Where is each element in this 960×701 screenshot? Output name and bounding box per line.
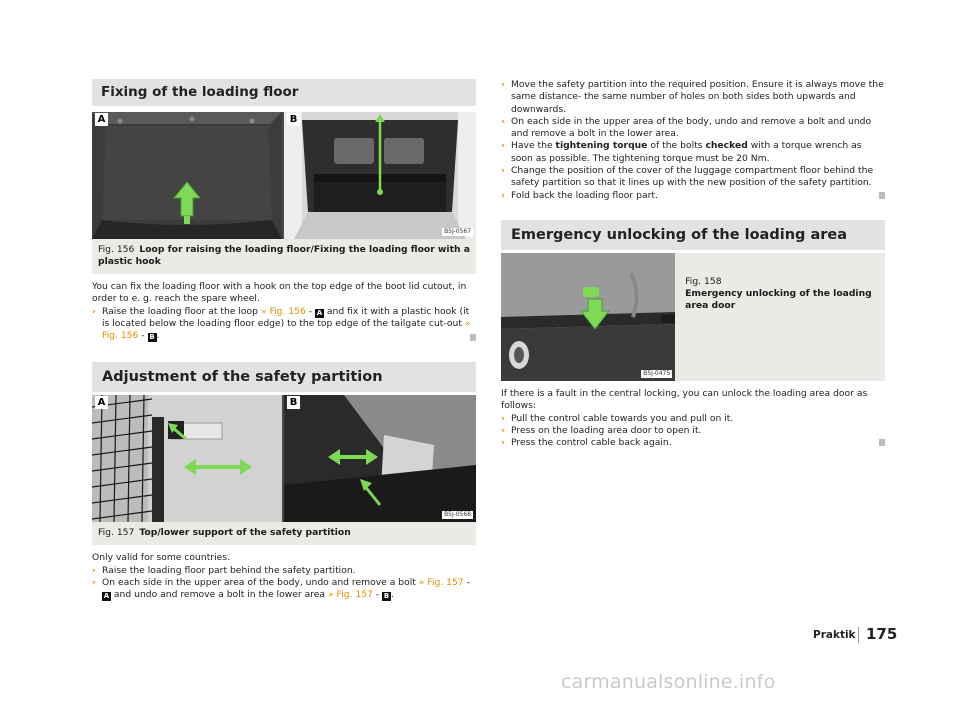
step-text: Move the safety partition into the required position. Ensure it is always move the same distance- the same number of holes on both sides both upwards and downwards.: [511, 79, 884, 115]
figure-156-panel-b: [284, 112, 476, 239]
figure-letter-b: B: [287, 396, 300, 409]
separator: -: [463, 577, 470, 589]
step-text: with a torque wrench as soon as possible. The tightening torque must be 20 Nm.: [511, 140, 862, 164]
figure-code: B5J-0567: [444, 228, 471, 235]
step-text: Change the position of the cover of the luggage compartment floor behind the safety partition so that it lines up with the new position of the safety partition.: [511, 165, 874, 189]
paragraph: You can fix the loading floor with a hook on the top edge of the boot lid cutout, in order to e. g. reach the spare wheel.: [92, 281, 467, 305]
paragraph: Only valid for some countries.: [92, 552, 230, 564]
step-text: Fold back the loading floor part.: [511, 189, 658, 201]
figure-reference-link[interactable]: » Fig. 156: [260, 305, 306, 317]
figure-key-a: A: [103, 592, 110, 601]
step-item: [501, 413, 885, 425]
figure-letter-a: A: [95, 113, 108, 126]
bullet-chevron-icon: ›: [501, 79, 505, 90]
figure-key-b: B: [149, 333, 155, 342]
figure-number: Fig. 156: [98, 244, 135, 255]
step-text: Press the control cable back again.: [511, 437, 672, 449]
step-text: On each side in the upper area of the body, undo and remove a bolt and undo and remove a bolt in the lower area.: [511, 115, 872, 140]
figure-title: Loop for raising the loading floor/Fixing the loading floor with a plastic hook: [98, 244, 470, 267]
step-item: [501, 79, 885, 116]
figure-157: [92, 395, 476, 522]
step-text: and undo and remove a bolt in the lower area: [111, 589, 328, 601]
figure-156-caption: [92, 239, 476, 274]
left-column: [92, 79, 476, 602]
step-item: [92, 565, 476, 577]
figure-158-caption: [675, 253, 885, 381]
step-item: [501, 165, 885, 190]
figure-157-caption: [92, 522, 476, 545]
bullet-chevron-icon: ›: [501, 412, 505, 424]
paragraph: If there is a fault in the central locking, you can unlock the loading area door as follows:: [501, 387, 868, 412]
figure-158: [501, 253, 885, 381]
figure-title: Emergency unlocking of the loading area door: [685, 287, 872, 311]
emergency-unlocking-text: [501, 388, 885, 449]
bullet-chevron-icon: ›: [501, 189, 505, 201]
bullet-chevron-icon: ›: [501, 115, 505, 127]
figure-157-panel-a: [92, 395, 282, 522]
loading-door-photo: [501, 253, 675, 381]
figure-key-a: A: [316, 308, 323, 317]
step-text: of the bolts: [647, 140, 706, 152]
section-end-mark: [879, 439, 885, 446]
figure-156: [92, 112, 476, 239]
step-text: .: [391, 589, 394, 601]
figure-reference-link[interactable]: » Fig. 157: [327, 589, 373, 601]
section-end-mark: [470, 334, 476, 341]
emphasis-text: checked: [705, 140, 748, 152]
tailgate-hook-photo: [284, 112, 476, 239]
right-column: [501, 79, 885, 449]
step-text: Have the: [511, 140, 556, 152]
step-item: [501, 190, 885, 202]
loading-floor-text: [92, 281, 476, 342]
safety-partition-steps-continued: [501, 79, 885, 202]
figure-letter-b: B: [287, 113, 300, 126]
partition-bottom-photo: [284, 395, 476, 522]
figure-letter-a: A: [95, 396, 108, 409]
step-item: [501, 437, 885, 449]
bullet-chevron-icon: ›: [501, 424, 505, 436]
step-text: .: [156, 330, 160, 342]
step-item: [501, 140, 885, 165]
step-item: [92, 577, 476, 602]
step-text: Press on the loading area door to open it.: [511, 424, 702, 436]
bullet-chevron-icon: ›: [501, 437, 505, 449]
step-item: [501, 116, 885, 141]
step-item: [501, 425, 885, 437]
page-number: 175: [866, 625, 898, 643]
figure-key-b: B: [383, 592, 390, 601]
step-text: On each side in the upper area of the body, undo and remove a bolt: [102, 577, 419, 589]
step-text: and fix it with a plastic hook (it is located below the loading floor edge) to the top edge of the tailgate cut-out: [102, 305, 470, 329]
bullet-chevron-icon: ›: [501, 165, 505, 177]
step-text: Pull the control cable towards you and pull on it.: [511, 412, 734, 424]
step-item: [92, 306, 476, 343]
section-title-loading-floor: Fixing of the loading floor: [92, 79, 476, 106]
bullet-chevron-icon: ›: [92, 305, 96, 317]
separator: -: [305, 305, 315, 317]
figure-title: Top/lower support of the safety partition: [139, 527, 351, 539]
figure-code: B5J-0568: [444, 511, 471, 519]
section-title-emergency-unlocking: Emergency unlocking of the loading area: [501, 220, 885, 250]
figure-156-panel-a: [92, 112, 282, 239]
figure-number: Fig. 157: [98, 527, 135, 539]
footer-divider: [858, 627, 859, 643]
bullet-chevron-icon: ›: [92, 577, 96, 589]
watermark: carmanualsonline.info: [561, 671, 776, 693]
emphasis-text: tightening torque: [555, 140, 648, 152]
figure-157-panel-b: [284, 395, 476, 522]
figure-code: B5J-0475: [643, 369, 671, 377]
separator: -: [372, 589, 383, 601]
section-end-mark: [879, 192, 885, 199]
step-text: Raise the loading floor part behind the safety partition.: [102, 564, 356, 576]
step-text: Raise the loading floor at the loop: [102, 305, 258, 317]
bullet-chevron-icon: ›: [92, 564, 96, 576]
footer-chapter-label: Praktik: [813, 629, 856, 641]
figure-158-photo: [501, 253, 675, 381]
separator: -: [138, 330, 148, 342]
section-title-safety-partition: Adjustment of the safety partition: [92, 362, 476, 392]
figure-reference-link[interactable]: » Fig. 157: [418, 577, 464, 589]
loading-floor-photo: [92, 112, 282, 239]
figure-number: Fig. 158: [685, 275, 722, 287]
safety-partition-text: [92, 552, 476, 601]
bullet-chevron-icon: ›: [501, 140, 505, 152]
figure-reference-link[interactable]: » Fig. 156: [102, 317, 471, 342]
safety-net-photo: [92, 395, 282, 522]
